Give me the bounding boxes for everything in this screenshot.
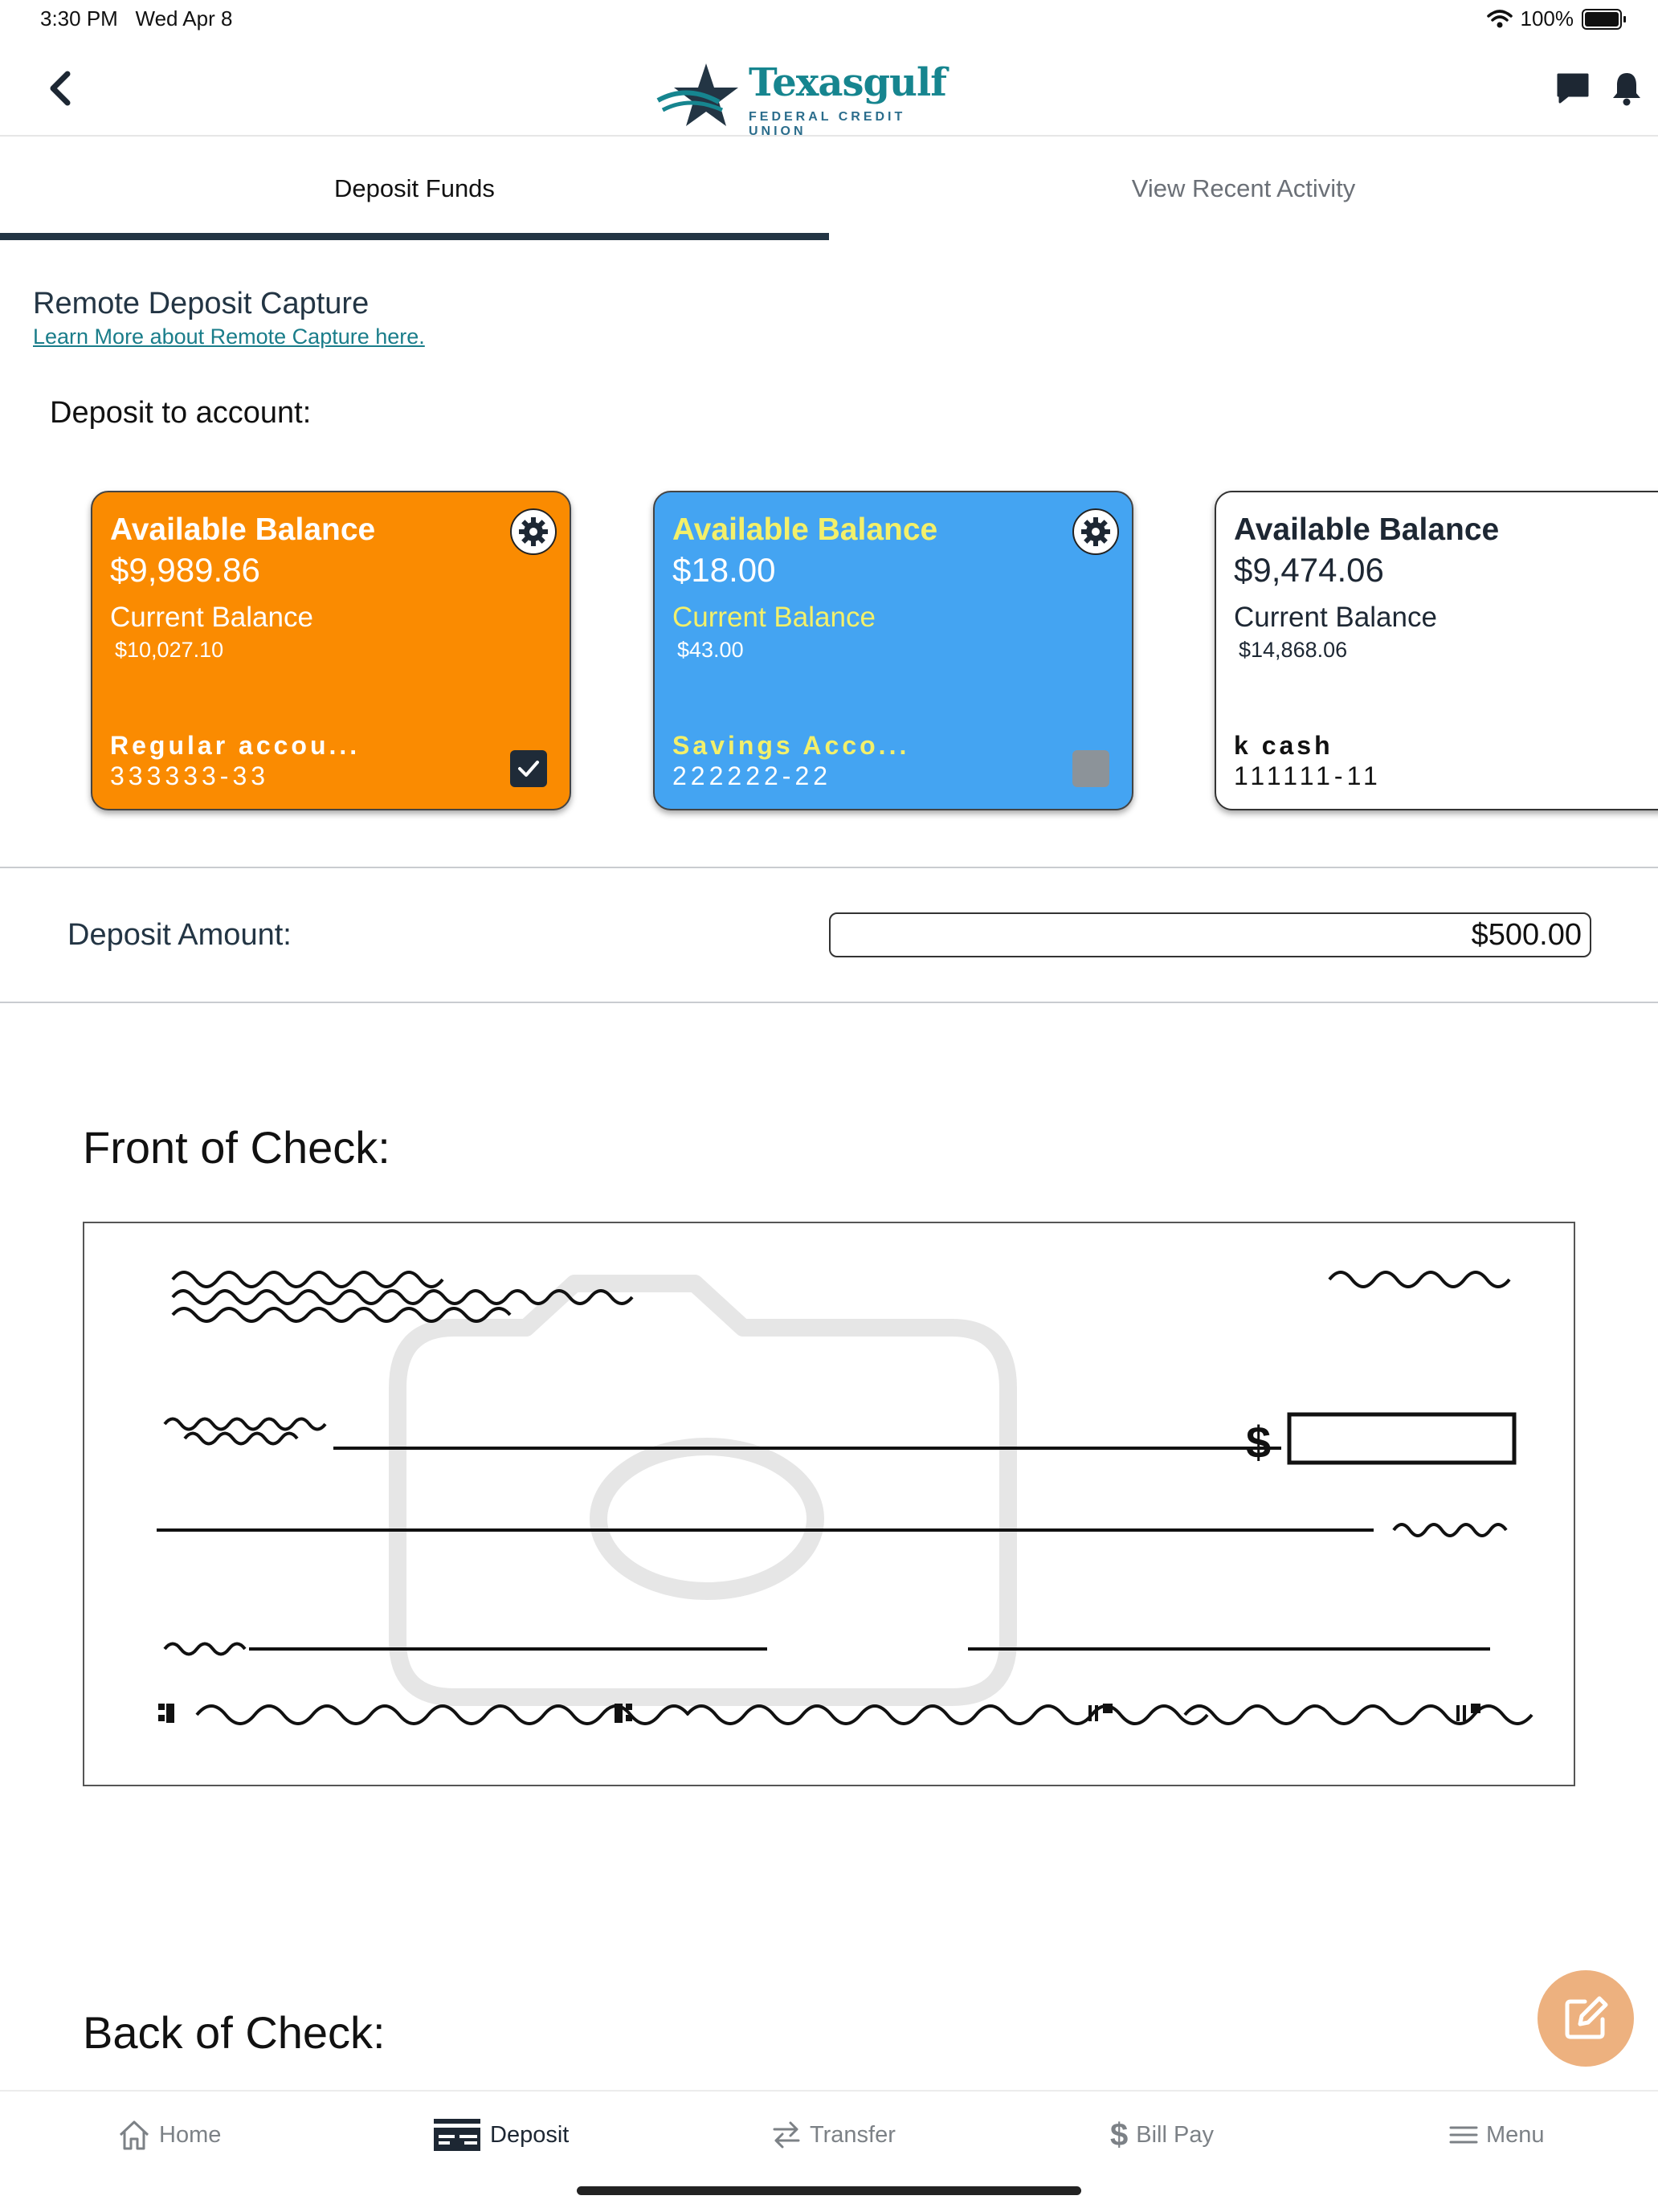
gear-icon [1080, 516, 1112, 548]
account-unselected-checkbox[interactable] [1072, 750, 1109, 787]
back-button[interactable] [40, 64, 80, 112]
checkmark-icon [515, 755, 542, 782]
account-settings-button[interactable] [510, 508, 557, 555]
account-name: k cash [1234, 731, 1333, 760]
app-header [0, 40, 1658, 137]
nav-home[interactable] [117, 2117, 221, 2153]
front-of-check-title: Front of Check: [83, 1122, 390, 1173]
wifi-icon [1487, 10, 1513, 29]
available-balance-label: Available Balance [1234, 512, 1500, 547]
account-card-k-cash[interactable] [1215, 491, 1658, 810]
logo-subtitle: FEDERAL CREDIT UNION [749, 110, 906, 138]
available-balance-label: Available Balance [110, 512, 376, 547]
texasgulf-logo [655, 52, 946, 138]
nav-bill-pay-label: Bill Pay [1136, 2121, 1214, 2148]
nav-menu-label: Menu [1486, 2121, 1545, 2148]
logo-wordmark: Texasgulf [749, 60, 946, 105]
nav-home-label: Home [159, 2121, 222, 2148]
tab-view-recent-activity[interactable]: View Recent Activity [1131, 174, 1356, 202]
bell-icon [1611, 71, 1643, 106]
account-number: 111111-11 [1234, 761, 1382, 790]
account-card-regular[interactable] [91, 491, 571, 810]
deposit-amount-input[interactable] [829, 912, 1591, 957]
current-balance-label: Current Balance [110, 602, 313, 633]
divider [0, 867, 1658, 868]
nav-deposit[interactable] [432, 2117, 569, 2153]
check-illustration [84, 1223, 1574, 1785]
chat-icon [1555, 71, 1591, 105]
edit-icon [1561, 1994, 1611, 2043]
battery-icon [1582, 9, 1622, 30]
account-settings-button[interactable] [1072, 508, 1119, 555]
nav-bill-pay[interactable] [1110, 2117, 1214, 2153]
edit-fab-button[interactable] [1538, 1970, 1634, 2067]
home-indicator [577, 2186, 1081, 2195]
current-balance-value: $10,027.10 [115, 638, 224, 662]
nav-deposit-label: Deposit [490, 2121, 570, 2148]
deposit-icon [432, 2117, 482, 2153]
active-tab-indicator [0, 233, 829, 240]
home-icon [117, 2119, 151, 2151]
back-chevron-icon [48, 71, 72, 106]
deposit-to-label: Deposit to account: [50, 396, 312, 430]
available-balance-label: Available Balance [672, 512, 938, 547]
transfer-icon [771, 2120, 802, 2150]
back-of-check-title: Back of Check: [83, 2007, 386, 2058]
learn-more-link[interactable]: Learn More about Remote Capture here. [33, 324, 425, 349]
account-number: 333333-33 [110, 761, 270, 790]
available-balance-value: $18.00 [672, 551, 776, 589]
chat-button[interactable] [1553, 64, 1593, 112]
status-right [1487, 6, 1627, 31]
front-check-capture[interactable] [83, 1222, 1575, 1786]
nav-transfer-label: Transfer [810, 2121, 896, 2148]
current-balance-label: Current Balance [672, 602, 876, 633]
account-number: 222222-22 [672, 761, 832, 790]
camera-icon [398, 1284, 1008, 1697]
account-name: Regular accou... [110, 731, 361, 760]
deposit-amount-label: Deposit Amount: [67, 918, 292, 952]
battery-percent: 100% [1520, 6, 1574, 31]
star-logo-icon [655, 60, 743, 131]
divider [0, 1002, 1658, 1003]
status-time: 3:30 PM Wed Apr 8 [40, 6, 233, 31]
current-balance-label: Current Balance [1234, 602, 1437, 633]
menu-icon [1449, 2124, 1478, 2145]
notifications-button[interactable] [1607, 64, 1647, 112]
dollar-icon: $ [1110, 2116, 1129, 2153]
account-selected-checkbox[interactable] [510, 750, 547, 787]
current-balance-value: $43.00 [677, 638, 744, 662]
tab-deposit-funds[interactable]: Deposit Funds [334, 174, 495, 202]
nav-transfer[interactable] [771, 2117, 896, 2153]
check-dollar-sign: $ [1246, 1417, 1272, 1467]
gear-icon [517, 516, 549, 548]
current-balance-value: $14,868.06 [1239, 638, 1348, 662]
available-balance-value: $9,474.06 [1234, 551, 1384, 589]
account-card-savings[interactable] [653, 491, 1133, 810]
available-balance-value: $9,989.86 [110, 551, 260, 589]
nav-menu[interactable] [1449, 2117, 1545, 2153]
account-name: Savings Acco... [672, 731, 910, 760]
section-title: Remote Deposit Capture [33, 287, 370, 320]
